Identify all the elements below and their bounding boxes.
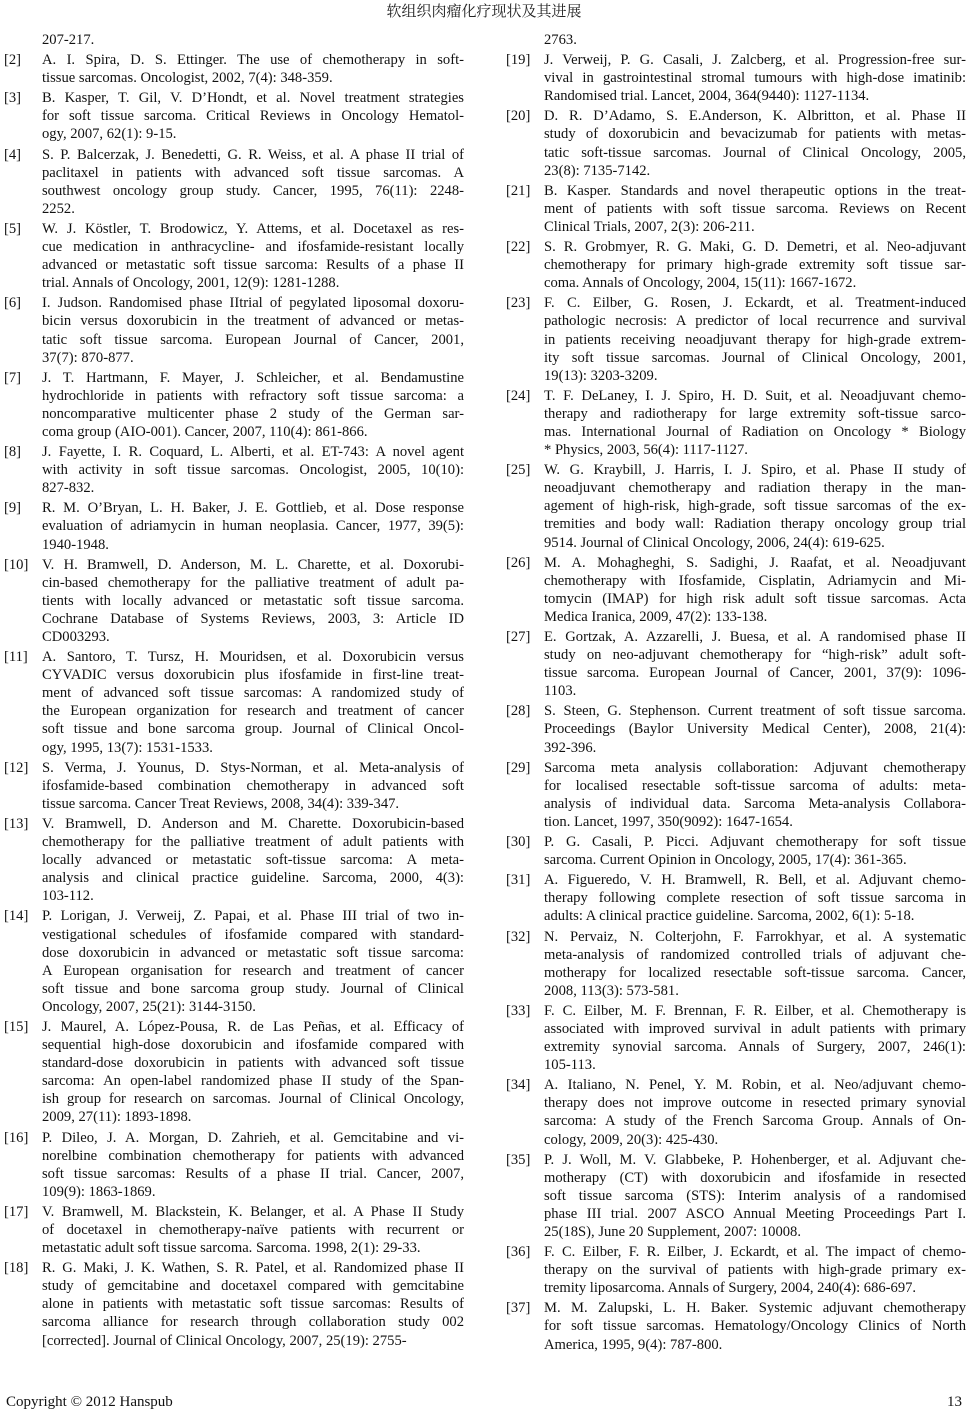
reference-entry xyxy=(4,648,464,757)
reference-text-line: A. Figueredo, V. H. Bramwell, R. Bell, et al. Adjuvant chemo- xyxy=(544,872,966,889)
reference-number: [4] xyxy=(4,146,22,163)
reference-entry xyxy=(506,928,966,1000)
reference-number: [18] xyxy=(4,1260,29,1277)
reference-entry xyxy=(4,294,464,366)
reference-number: [20] xyxy=(506,108,531,125)
reference-text-line: Oncology, 2007, 25(21): 3144-3150. xyxy=(42,998,256,1015)
reference-number: [35] xyxy=(506,1151,531,1168)
reference-text-line: Cochrane Database of Systems Reviews, 2003, 3: Article ID xyxy=(42,610,464,627)
reference-number: [34] xyxy=(506,1077,531,1094)
reference-text-line: ifosfamide-based combination chemotherapy in advanced soft xyxy=(42,777,464,794)
reference-text-line: ment of advanced soft tissue sarcomas: A randomized study of xyxy=(42,685,464,702)
reference-number: [21] xyxy=(506,182,531,199)
reference-text-line: ish group for research on sarcomas. Journal of Clinical Oncology, xyxy=(42,1091,464,1108)
reference-entry xyxy=(506,1076,966,1148)
reference-text-line: 2763. xyxy=(544,32,577,48)
reference-entry xyxy=(506,1151,966,1241)
reference-text-line: tatic soft tissue sarcoma. European Journal of Cancer, 2001, xyxy=(42,331,464,348)
reference-text-line: of docetaxel in chemotherapy-naïve patients with recurrent or xyxy=(42,1222,464,1238)
reference-text-line: * Physics, 2003, 56(4): 1117-1127. xyxy=(544,442,748,459)
reference-entry xyxy=(506,387,966,459)
reference-text-line: pathologic necrosis: A predictor of local recurrence and survival xyxy=(544,313,966,330)
reference-number: [3] xyxy=(4,90,22,107)
reference-number: [11] xyxy=(4,649,28,666)
page-number: 13 xyxy=(947,1394,962,1410)
reference-entry xyxy=(4,443,464,497)
reference-text-line: 103-112. xyxy=(42,888,94,905)
reference-text-line: vival in gastrointestinal stromal tumours with high-dose imatinib: xyxy=(544,70,966,87)
reference-text-line: sequential high-dose doxorubicin and ifosfamide compared with xyxy=(42,1037,464,1054)
reference-text-line: 207-217. xyxy=(42,32,95,48)
reference-text-line: tients with locally advanced or metastatic soft tissue sarcoma. xyxy=(42,592,464,609)
reference-text-line: 37(7): 870-877. xyxy=(42,349,134,366)
reference-text-line: P. Dileo, J. A. Morgan, D. Zahrieh, et al. Gemcitabine and vi- xyxy=(42,1129,464,1146)
reference-number: [16] xyxy=(4,1129,29,1146)
reference-entry xyxy=(4,499,464,553)
reference-number: [32] xyxy=(506,928,531,945)
reference-text-line: motherapy (CT) with doxorubicin and ifosfamide in resected xyxy=(544,1169,966,1186)
reference-entry xyxy=(4,220,464,292)
reference-text-line: J. Maurel, A. López-Pousa, R. de Las Peñas, et al. Efficacy of xyxy=(42,1018,464,1035)
reference-text-line: A. Santoro, T. Tursz, H. Mouridsen, et al. Doxorubicin versus xyxy=(42,649,464,666)
reference-number: [29] xyxy=(506,759,531,776)
reference-text-line: standard-dose doxorubicin in patients with advanced soft tissue xyxy=(42,1055,464,1072)
reference-text-line: Medica Iranica, 2009, 47(2): 133-138. xyxy=(544,608,768,625)
reference-text-line: for localised resectable soft-tissue sarcoma of adults: meta- xyxy=(544,777,966,794)
reference-text-line: study of doxorubicin and bevacizumab for patients with metas- xyxy=(544,126,966,143)
reference-text-line: extremity synovial sarcoma. Annals of Surgery, 2007, 246(1): xyxy=(544,1039,966,1056)
reference-entry xyxy=(506,1002,966,1074)
reference-entry xyxy=(506,51,966,105)
reference-text-line: ogy, 1995, 13(7): 1531-1533. xyxy=(42,739,213,756)
reference-text-line: ity soft tissue sarcomas. Journal of Clinical Oncology, 2001, xyxy=(544,349,966,366)
reference-text-line: V. Bramwell, M. Blackstein, K. Belanger, et al. A Phase II Study xyxy=(42,1203,464,1220)
reference-text-line: coma group (AIO-001). Cancer, 2007, 110(4): 861-866. xyxy=(42,423,368,440)
reference-text-line: evaluation of adriamycin in human neoplasia. Cancer, 1977, 39(5): xyxy=(42,518,464,535)
running-header: 软组织肉瘤化疗现状及其进展 xyxy=(386,2,582,20)
reference-number: [9] xyxy=(4,500,22,517)
reference-entry xyxy=(4,89,464,143)
reference-text-line: analysis and clinical practice guideline. Sarcoma, 2000, 4(3): xyxy=(42,870,464,887)
reference-text-line: 827-832. xyxy=(42,480,95,497)
reference-text-line: CD003293. xyxy=(42,629,110,645)
reference-entry xyxy=(506,1299,966,1353)
reference-text-line: with activity in soft tissue sarcomas. Oncologist, 2005, 10(10): xyxy=(42,462,464,479)
reference-text-line: tremity liposarcoma. Annals of Surgery, 2004, 240(4): 686-697. xyxy=(544,1280,917,1297)
reference-number: [13] xyxy=(4,815,29,832)
reference-entry xyxy=(506,871,966,925)
reference-text-line: 2009, 27(11): 1893-1898. xyxy=(42,1109,192,1126)
reference-entry xyxy=(506,31,966,49)
reference-entry xyxy=(4,1129,464,1201)
reference-entry xyxy=(4,51,464,87)
reference-entry xyxy=(506,833,966,869)
reference-text-line: metastatic adult soft tissue sarcoma. Sarcoma. 1998, 2(1): 29-33. xyxy=(42,1240,421,1257)
reference-entry xyxy=(506,554,966,626)
reference-text-line: [corrected]. Journal of Clinical Oncology, 2007, 25(19): 2755- xyxy=(42,1332,407,1349)
reference-text-line: soft tissue and bone sarcoma group study. Journal of Clinical xyxy=(42,980,464,997)
reference-entry xyxy=(4,815,464,905)
reference-text-line: alone in patients with metastatic soft tissue sarcomas: Results of xyxy=(42,1296,464,1313)
reference-text-line: N. Pervaiz, N. Colterjohn, F. Farrokhyar, et al. A systematic xyxy=(544,928,966,945)
reference-number: [8] xyxy=(4,444,22,461)
reference-text-line: 1103. xyxy=(544,683,577,700)
reference-entry xyxy=(506,182,966,236)
reference-text-line: cin-based chemotherapy for the palliative treatment of adult pa- xyxy=(42,574,464,591)
reference-text-line: tissue sarcoma. Cancer Treat Reviews, 2008, 34(4): 339-347. xyxy=(42,795,400,812)
reference-text-line: 25(18S), June 20 Supplement, 2007: 10008. xyxy=(544,1224,802,1240)
reference-entry xyxy=(4,907,464,1016)
reference-text-line: paclitaxel in patients with advanced soft tissue sarcomas. A xyxy=(42,164,464,181)
reference-text-line: motherapy for localized resectable soft-tissue sarcoma. Cancer, xyxy=(544,964,966,981)
reference-text-line: coma. Annals of Oncology, 2004, 15(11): 1667-1672. xyxy=(544,275,857,292)
reference-number: [25] xyxy=(506,462,531,479)
reference-text-line: A. I. Spira, D. S. Ettinger. The use of chemotherapy in soft- xyxy=(42,52,464,69)
reference-entry xyxy=(4,1203,464,1257)
reference-text-line: chemotherapy for primary high-grade extremity soft tissue sar- xyxy=(544,257,966,274)
reference-text-line: noncomparative multicenter phase 2 study of the German sar- xyxy=(42,405,464,422)
reference-text-line: B. Kasper. Standards and novel therapeutic options in the treat- xyxy=(544,182,966,199)
reference-text-line: V. Bramwell, D. Anderson and M. Charette. Doxorubicin-based xyxy=(42,815,464,832)
reference-text-line: agement of high-risk, high-grade, soft tissue sarcomas of the ex- xyxy=(544,498,966,515)
reference-text-line: bicin versus doxorubicin in the treatment of advanced or metas- xyxy=(42,313,464,330)
reference-text-line: M. M. Zalupski, L. H. Baker. Systemic adjuvant chemotherapy xyxy=(544,1300,966,1317)
reference-list-right-column xyxy=(506,31,966,1356)
reference-text-line: sarcoma. Current Opinion in Oncology, 2005, 17(4): 361-365. xyxy=(544,852,907,869)
page-footer xyxy=(6,1394,962,1411)
reference-number: [17] xyxy=(4,1203,29,1220)
reference-entry xyxy=(506,759,966,831)
reference-text-line: W. G. Kraybill, J. Harris, I. J. Spiro, et al. Phase II study of xyxy=(544,462,966,479)
reference-text-line: advanced or metastatic soft tissue sarcoma: Results of a phase II xyxy=(42,257,464,274)
reference-text-line: sarcoma: A study of the French Sarcoma Group. Annals of On- xyxy=(544,1113,966,1130)
reference-entry xyxy=(506,702,966,756)
reference-text-line: study on neo-adjuvant chemotherapy for “high-risk” adult soft- xyxy=(544,647,966,664)
reference-text-line: adults: A clinical practice guideline. Sarcoma, 2002, 6(1): 5-18. xyxy=(544,908,915,925)
reference-text-line: J. Fayette, I. R. Coquard, L. Alberti, et al. ET-743: A novel agent xyxy=(42,444,464,461)
reference-number: [31] xyxy=(506,872,531,889)
reference-number: [36] xyxy=(506,1244,531,1261)
reference-text-line: P. G. Casali, P. Picci. Adjuvant chemotherapy for soft tissue xyxy=(544,834,966,851)
reference-list-left-column xyxy=(4,31,464,1352)
reference-entry xyxy=(506,294,966,384)
reference-text-line: tatic soft-tissue sarcomas. Journal of Clinical Oncology, 2005, xyxy=(544,144,966,161)
copyright-notice: Copyright © 2012 Hanspub xyxy=(6,1394,173,1410)
reference-text-line: ment of patients with soft tissue sarcoma. Reviews on Recent xyxy=(544,200,966,217)
reference-number: [30] xyxy=(506,834,531,851)
reference-entry xyxy=(506,628,966,700)
reference-entry xyxy=(506,107,966,179)
reference-text-line: R. G. Maki, J. K. Wathen, S. R. Patel, et al. Randomized phase II xyxy=(42,1260,464,1277)
reference-text-line: tissue sarcomas. Oncologist, 2002, 7(4): 348-359. xyxy=(42,70,333,87)
reference-text-line: the European organization for research and treatment of cancer xyxy=(42,703,464,720)
reference-text-line: D. R. D’Adamo, S. E.Anderson, K. Albritton, et al. Phase II xyxy=(544,108,966,125)
reference-number: [19] xyxy=(506,52,531,69)
reference-text-line: S. Verma, J. Younus, D. Stys-Norman, et al. Meta-analysis of xyxy=(42,759,464,776)
reference-text-line: I. Judson. Randomised phase IItrial of pegylated liposomal doxoru- xyxy=(42,295,464,312)
reference-text-line: R. M. O’Bryan, L. H. Baker, J. E. Gottlieb, et al. Dose response xyxy=(42,500,464,517)
reference-number: [2] xyxy=(4,52,22,69)
reference-text-line: vestigational schedules of ifosfamide compared with standard- xyxy=(42,926,464,943)
reference-number: [24] xyxy=(506,387,531,404)
reference-text-line: 19(13): 3203-3209. xyxy=(544,367,658,384)
reference-entry xyxy=(4,1259,464,1349)
reference-entry xyxy=(4,1018,464,1127)
reference-text-line: sarcoma: An open-label randomized phase II study of the Span- xyxy=(42,1073,464,1090)
reference-text-line: norelbine combination chemotherapy for patients with advanced xyxy=(42,1147,464,1164)
reference-text-line: T. F. DeLaney, I. J. Spiro, H. D. Suit, et al. Neoadjuvant chemo- xyxy=(544,387,966,404)
reference-text-line: locally advanced or metastatic soft-tissue sarcoma: A meta- xyxy=(42,852,464,869)
reference-text-line: W. J. Köstler, T. Brodowicz, Y. Attems, et al. Docetaxel as res- xyxy=(42,220,464,237)
reference-number: [23] xyxy=(506,295,531,312)
reference-number: [12] xyxy=(4,759,29,776)
reference-number: [22] xyxy=(506,239,531,256)
reference-text-line: V. H. Bramwell, D. Anderson, M. L. Charette, et al. Doxorubi- xyxy=(42,556,464,573)
reference-text-line: tissue sarcoma. European Journal of Cancer, 2001, 37(9): 1096- xyxy=(544,665,966,682)
reference-text-line: F. C. Eilber, F. R. Eilber, J. Eckardt, et al. The impact of chemo- xyxy=(544,1244,966,1261)
reference-text-line: for soft tissue sarcoma. Critical Reviews in Oncology Hematol- xyxy=(42,108,464,125)
reference-text-line: tomycin (IMAP) for high risk adult soft tissue sarcomas. Acta xyxy=(544,590,966,607)
reference-number: [6] xyxy=(4,295,22,312)
reference-text-line: mas. International Journal of Radiation on Oncology * Biology xyxy=(544,423,966,440)
reference-text-line: E. Gortzak, A. Azzarelli, J. Buesa, et al. A randomised phase II xyxy=(544,629,966,645)
reference-entry xyxy=(4,31,464,49)
reference-text-line: hydrochloride in patients with refractory soft tissue sarcoma: a xyxy=(42,387,464,404)
reference-text-line: America, 1995, 9(4): 787-800. xyxy=(544,1336,723,1353)
reference-text-line: B. Kasper, T. Gil, V. D’Hondt, et al. Novel treatment strategies xyxy=(42,90,464,107)
reference-text-line: sarcoma alliance for research through collaboration study 002 xyxy=(42,1314,464,1331)
reference-text-line: S. Steen, G. Stephenson. Current treatment of soft tissue sarcoma. xyxy=(544,703,966,720)
reference-text-line: therapy does not improve outcome in resected primary synovial xyxy=(544,1095,966,1112)
reference-text-line: A European organisation for research and treatment of cancer xyxy=(42,962,464,979)
reference-text-line: ogy, 2007, 62(1): 9-15. xyxy=(42,126,177,143)
reference-number: [27] xyxy=(506,629,531,645)
reference-text-line: J. Verweij, P. G. Casali, J. Zalcberg, et al. Progression-free sur- xyxy=(544,52,966,69)
reference-number: [26] xyxy=(506,554,531,571)
reference-text-line: 2008, 113(3): 573-581. xyxy=(544,982,679,999)
reference-text-line: tremities and body wall: Radiation therapy oncology group trial xyxy=(544,516,966,533)
reference-text-line: for soft tissue sarcomas. Hematology/Oncology Clinics of North xyxy=(544,1318,966,1335)
reference-text-line: 23(8): 7135-7142. xyxy=(544,162,651,179)
reference-text-line: trial. Annals of Oncology, 2001, 12(9): 1281-1288. xyxy=(42,275,340,292)
reference-text-line: chemotherapy for the palliative treatment of adult patients with xyxy=(42,834,464,851)
reference-text-line: A. Italiano, N. Penel, Y. M. Robin, et al. Neo/adjuvant chemo- xyxy=(544,1077,966,1094)
reference-text-line: 105-113. xyxy=(544,1057,596,1074)
reference-text-line: neoadjuvant chemotherapy and radiation therapy in the man- xyxy=(544,480,966,497)
reference-text-line: tion. Lancet, 1997, 350(9092): 1647-1654. xyxy=(544,813,793,830)
reference-text-line: 2252. xyxy=(42,200,75,217)
reference-number: [37] xyxy=(506,1300,531,1317)
reference-text-line: CYVADIC versus doxorubicin plus ifosfamide in first-line treat- xyxy=(42,667,464,684)
reference-text-line: cology, 2009, 20(3): 425-430. xyxy=(544,1131,719,1148)
reference-entry xyxy=(506,238,966,292)
reference-text-line: analysis of individual data. Sarcoma Meta-analysis Collabora- xyxy=(544,795,966,812)
reference-text-line: P. J. Woll, M. V. Glabbeke, P. Hohenberger, et al. Adjuvant che- xyxy=(544,1151,966,1168)
reference-text-line: F. C. Eilber, G. Rosen, J. Eckardt, et al. Treatment-induced xyxy=(544,295,966,312)
reference-text-line: P. Lorigan, J. Verweij, Z. Papai, et al. Phase III trial of two in- xyxy=(42,908,464,925)
reference-text-line: 392-396. xyxy=(544,739,597,756)
reference-text-line: phase III trial. 2007 ASCO Annual Meeting Proceedings Part I. xyxy=(544,1205,966,1222)
reference-text-line: S. P. Balcerzak, J. Benedetti, G. R. Weiss, et al. A phase II trial of xyxy=(42,146,464,163)
reference-text-line: dose doxorubicin in advanced or metastatic soft tissue sarcoma: xyxy=(42,944,464,961)
reference-entry xyxy=(4,759,464,813)
reference-text-line: in patients receiving neoadjuvant therapy for high-grade extrem- xyxy=(544,331,966,348)
reference-text-line: F. C. Eilber, M. F. Brennan, F. R. Eilber, et al. Chemotherapy is xyxy=(544,1002,966,1019)
reference-text-line: chemotherapy with Ifosfamide, Cisplatin, Adriamycin and Mi- xyxy=(544,572,966,589)
reference-text-line: southwest oncology group study. Cancer, 1995, 76(11): 2248- xyxy=(42,182,464,199)
reference-entry xyxy=(506,1243,966,1297)
reference-entry xyxy=(4,556,464,646)
reference-text-line: soft tissue and bone sarcoma group. Journal of Clinical Oncol- xyxy=(42,721,464,738)
reference-text-line: meta-analysis of randomized controlled trials of adjuvant che- xyxy=(544,946,966,963)
reference-text-line: Randomised trial. Lancet, 2004, 364(9440): 1127-1134. xyxy=(544,88,870,105)
reference-text-line: associated with improved survival in adult patients with primary xyxy=(544,1020,966,1037)
reference-text-line: soft tissue sarcoma (STS): Interim analysis of a randomised xyxy=(544,1187,966,1204)
reference-text-line: therapy on the survival of patients with high-grade primary ex- xyxy=(544,1262,966,1279)
reference-text-line: 1940-1948. xyxy=(42,536,109,553)
reference-text-line: J. T. Hartmann, F. Mayer, J. Schleicher, et al. Bendamustine xyxy=(42,369,464,386)
reference-number: [33] xyxy=(506,1002,531,1019)
reference-entry xyxy=(4,146,464,218)
reference-text-line: Clinical Trials, 2007, 2(3): 206-211. xyxy=(544,218,755,235)
reference-entry xyxy=(4,369,464,441)
reference-number: [10] xyxy=(4,556,29,573)
reference-text-line: Sarcoma meta analysis collaboration: Adjuvant chemotherapy xyxy=(544,759,966,776)
reference-text-line: Proceedings (Baylor University Medical Center), 2008, 21(4): xyxy=(544,721,966,738)
reference-text-line: M. A. Mohagheghi, S. Sadighi, J. Raafat, et al. Neoadjuvant xyxy=(544,554,966,571)
reference-text-line: 9514. Journal of Clinical Oncology, 2006, 24(4): 619-625. xyxy=(544,534,885,551)
reference-text-line: 109(9): 1863-1869. xyxy=(42,1183,156,1200)
reference-text-line: therapy and radiotherapy for large extremity soft-tissue sarco- xyxy=(544,405,966,422)
reference-text-line: soft tissue sarcomas: Results of a phase II trial. Cancer, 2007, xyxy=(42,1165,464,1182)
reference-text-line: S. R. Grobmyer, R. G. Maki, G. D. Demetri, et al. Neo-adjuvant xyxy=(544,239,966,256)
reference-text-line: therapy following complete resection of soft tissue sarcoma in xyxy=(544,890,966,907)
reference-number: [15] xyxy=(4,1018,29,1035)
reference-number: [7] xyxy=(4,369,22,386)
reference-entry xyxy=(506,461,966,551)
reference-number: [14] xyxy=(4,908,29,925)
reference-number: [5] xyxy=(4,220,22,237)
reference-text-line: study of gemcitabine and docetaxel compared with gemcitabine xyxy=(42,1278,464,1295)
reference-number: [28] xyxy=(506,703,531,720)
reference-text-line: cue medication in anthracycline- and ifosfamide-resistant locally xyxy=(42,239,464,256)
